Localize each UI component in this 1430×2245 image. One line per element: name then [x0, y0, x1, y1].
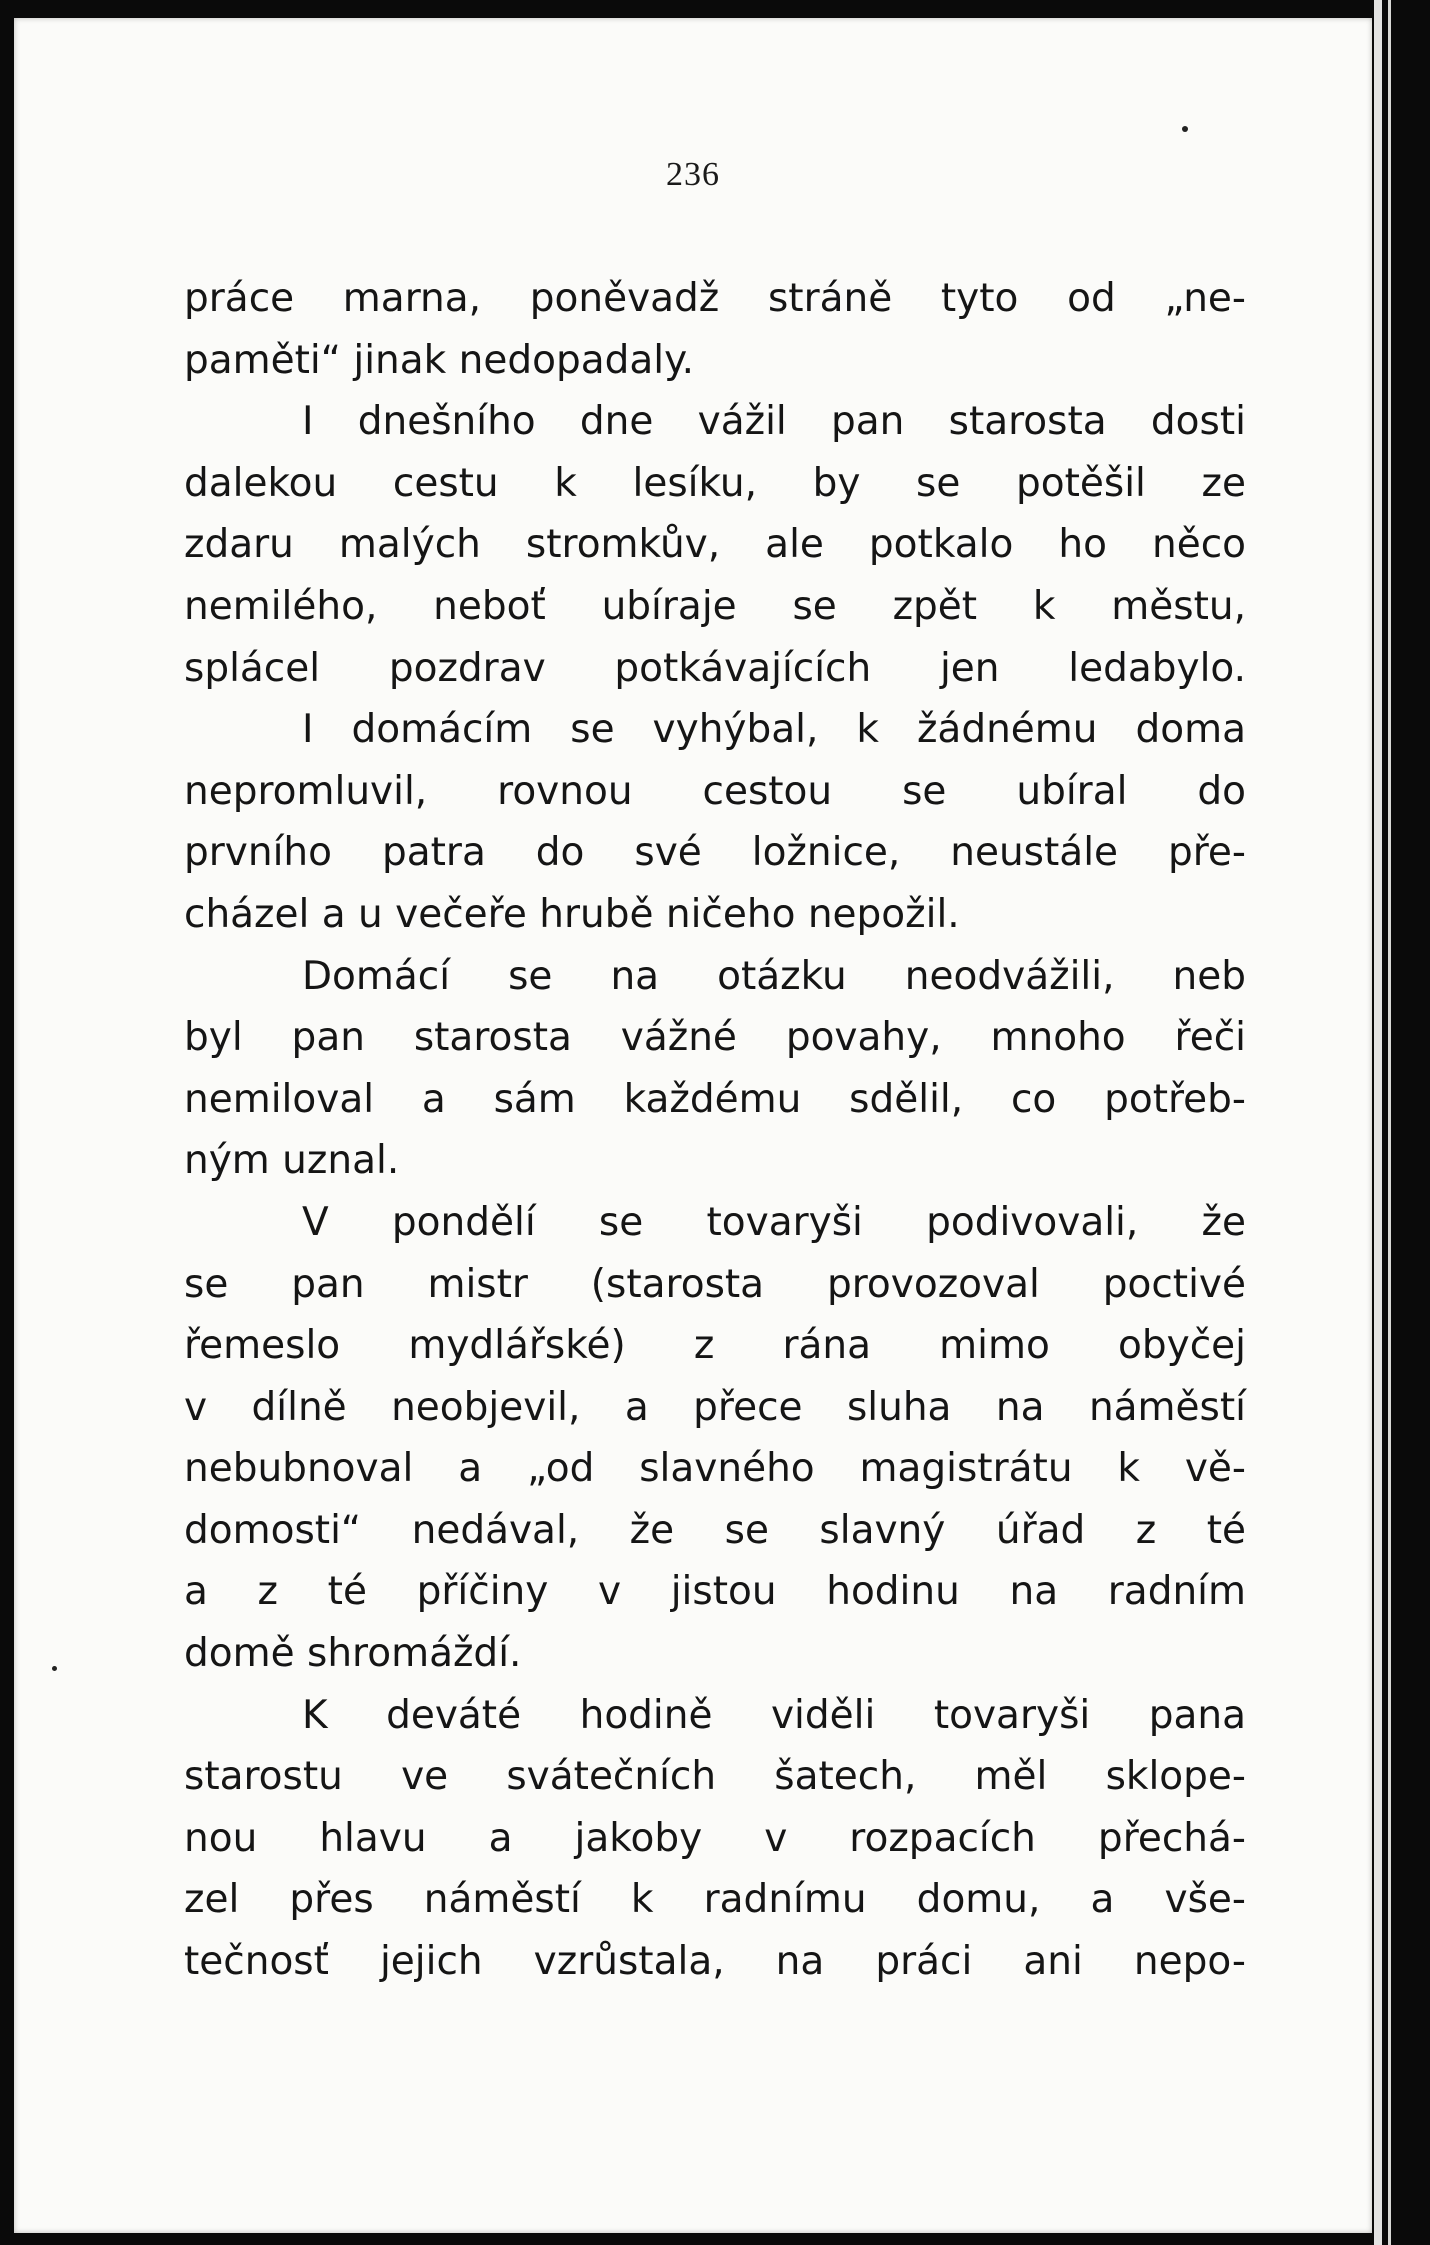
text-line: I dnešního dne vážil pan starosta dosti: [302, 399, 1246, 445]
text-line: dalekou cestu k lesíku, by se potěšil ze: [184, 460, 1246, 506]
text-line: nebubnoval a „od slavného magistrátu k vě-: [184, 1446, 1246, 1492]
book-page: [14, 18, 1372, 2233]
page-number: 236: [666, 156, 720, 193]
ink-speck: [52, 1666, 57, 1671]
text-line: nemilého, neboť ubíraje se zpět k městu,: [184, 583, 1246, 629]
text-line: splácel pozdrav potkávajících jen ledabylo.: [184, 645, 1246, 691]
body-text: [184, 268, 1246, 1993]
text-line: zdaru malých stromkův, ale potkalo ho něco: [184, 522, 1246, 568]
text-line: byl pan starosta vážné povahy, mnoho řeči: [184, 1015, 1246, 1061]
text-line: starostu ve svátečních šatech, měl sklope-: [184, 1754, 1246, 1800]
text-line: v dílně neobjevil, a přece sluha na náměstí: [184, 1384, 1246, 1430]
text-line: Domácí se na otázku neodvážili, neb: [302, 953, 1246, 999]
gutter-edge: [1374, 0, 1382, 2245]
text-line: prvního patra do své ložnice, neustále pře-: [184, 830, 1246, 876]
text-line: a z té příčiny v jistou hodinu na radním: [184, 1569, 1246, 1615]
text-line: nemiloval a sám každému sdělil, co potřeb-: [184, 1076, 1246, 1122]
text-line: I domácím se vyhýbal, k žádnému doma: [302, 707, 1246, 753]
text-line: ným uznal.: [184, 1138, 400, 1184]
text-line: paměti“ jinak nedopadaly.: [184, 337, 695, 383]
text-line: nou hlavu a jakoby v rozpacích přechá-: [184, 1815, 1246, 1861]
text-line: tečnosť jejich vzrůstala, na práci ani nepo-: [184, 1939, 1246, 1985]
text-line: řemeslo mydlářské) z rána mimo obyčej: [184, 1323, 1246, 1369]
text-line: cházel a u večeře hrubě ničeho nepožil.: [184, 891, 960, 937]
text-line: V pondělí se tovaryši podivovali, že: [302, 1199, 1246, 1245]
ink-speck: [1182, 126, 1188, 132]
text-line: zel přes náměstí k radnímu domu, a vše-: [184, 1877, 1246, 1923]
text-line: domosti“ nedával, že se slavný úřad z té: [184, 1507, 1246, 1553]
text-line: K deváté hodině viděli tovaryši pana: [302, 1692, 1246, 1738]
text-line: domě shromáždí.: [184, 1631, 522, 1677]
text-line: se pan mistr (starosta provozoval poctivé: [184, 1261, 1246, 1307]
gutter-shadow: [1388, 0, 1391, 2245]
text-line: práce marna, poněvadž stráně tyto od „ne-: [184, 276, 1246, 321]
text-line: nepromluvil, rovnou cestou se ubíral do: [184, 768, 1246, 814]
